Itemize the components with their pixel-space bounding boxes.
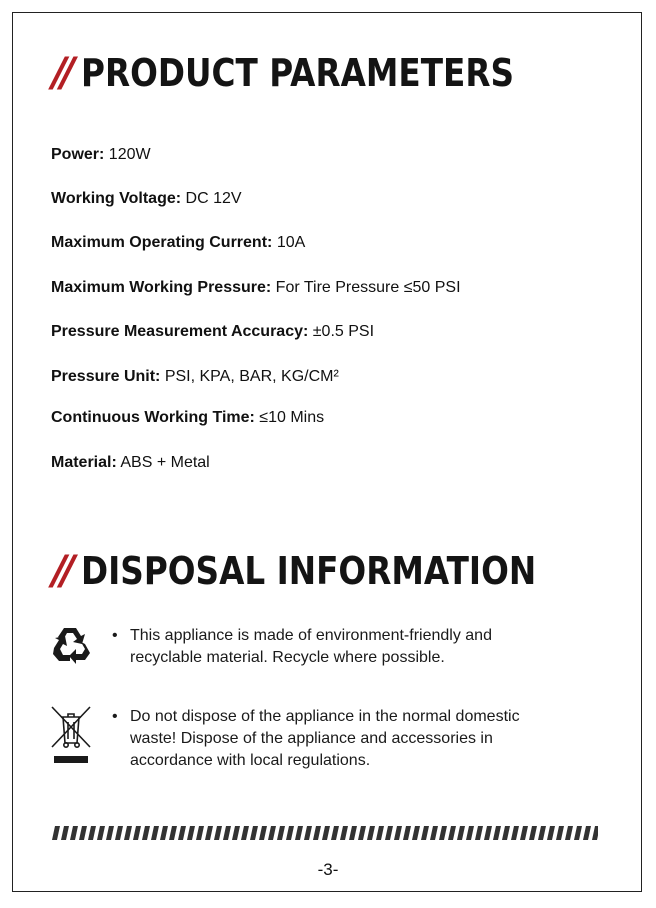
param-working-time [51,409,324,427]
page-number: -3- [317,860,339,879]
param-label: Material: [51,454,117,471]
param-value: 10A [276,234,306,251]
heading-text: PRODUCT PARAMETERS [81,51,515,95]
param-label: Power: [51,146,105,163]
param-label: Pressure Unit: [51,368,161,385]
disposal-line: This appliance is made of environment-friendly and [130,627,492,644]
param-value: 120W [108,146,151,163]
disposal-line: waste! Dispose of the appliance and accessories in [130,730,493,747]
param-material [51,454,210,472]
param-value: ≤10 Mins [259,409,325,426]
disposal-line: accordance with local regulations. [130,752,371,769]
param-label: Continuous Working Time: [51,409,255,426]
bullet: • [112,627,118,644]
disposal-line: Do not dispose of the appliance in the normal domestic [130,708,520,725]
param-working-voltage [51,190,242,208]
heading-slashes: // [52,50,70,96]
param-value: ABS + Metal [120,454,210,471]
product-parameters-heading [52,50,585,96]
disposal-line: recyclable material. Recycle where possible. [130,649,445,666]
recycle-icon [50,624,92,666]
param-max-current [51,234,305,252]
param-value: ±0.5 PSI [312,323,375,340]
disposal-item-waste [112,706,582,772]
param-value: PSI, KPA, BAR, KG/CM² [164,368,339,385]
param-value: For Tire Pressure ≤50 PSI [275,279,461,296]
param-value: DC 12V [185,190,242,207]
stripe-divider [52,826,598,840]
param-max-pressure [51,279,461,297]
param-power [51,146,151,164]
param-label: Pressure Measurement Accuracy: [51,323,309,340]
param-accuracy [51,323,374,341]
heading-text: DISPOSAL INFORMATION [81,549,537,593]
param-label: Maximum Operating Current: [51,234,273,251]
disposal-information-heading [52,548,611,594]
param-label: Maximum Working Pressure: [51,279,272,296]
param-label: Working Voltage: [51,190,182,207]
disposal-item-recycle [112,625,582,669]
param-pressure-unit [51,368,339,386]
bullet: • [112,708,118,725]
crossed-bin-icon [50,705,92,767]
heading-slashes: // [52,548,70,594]
